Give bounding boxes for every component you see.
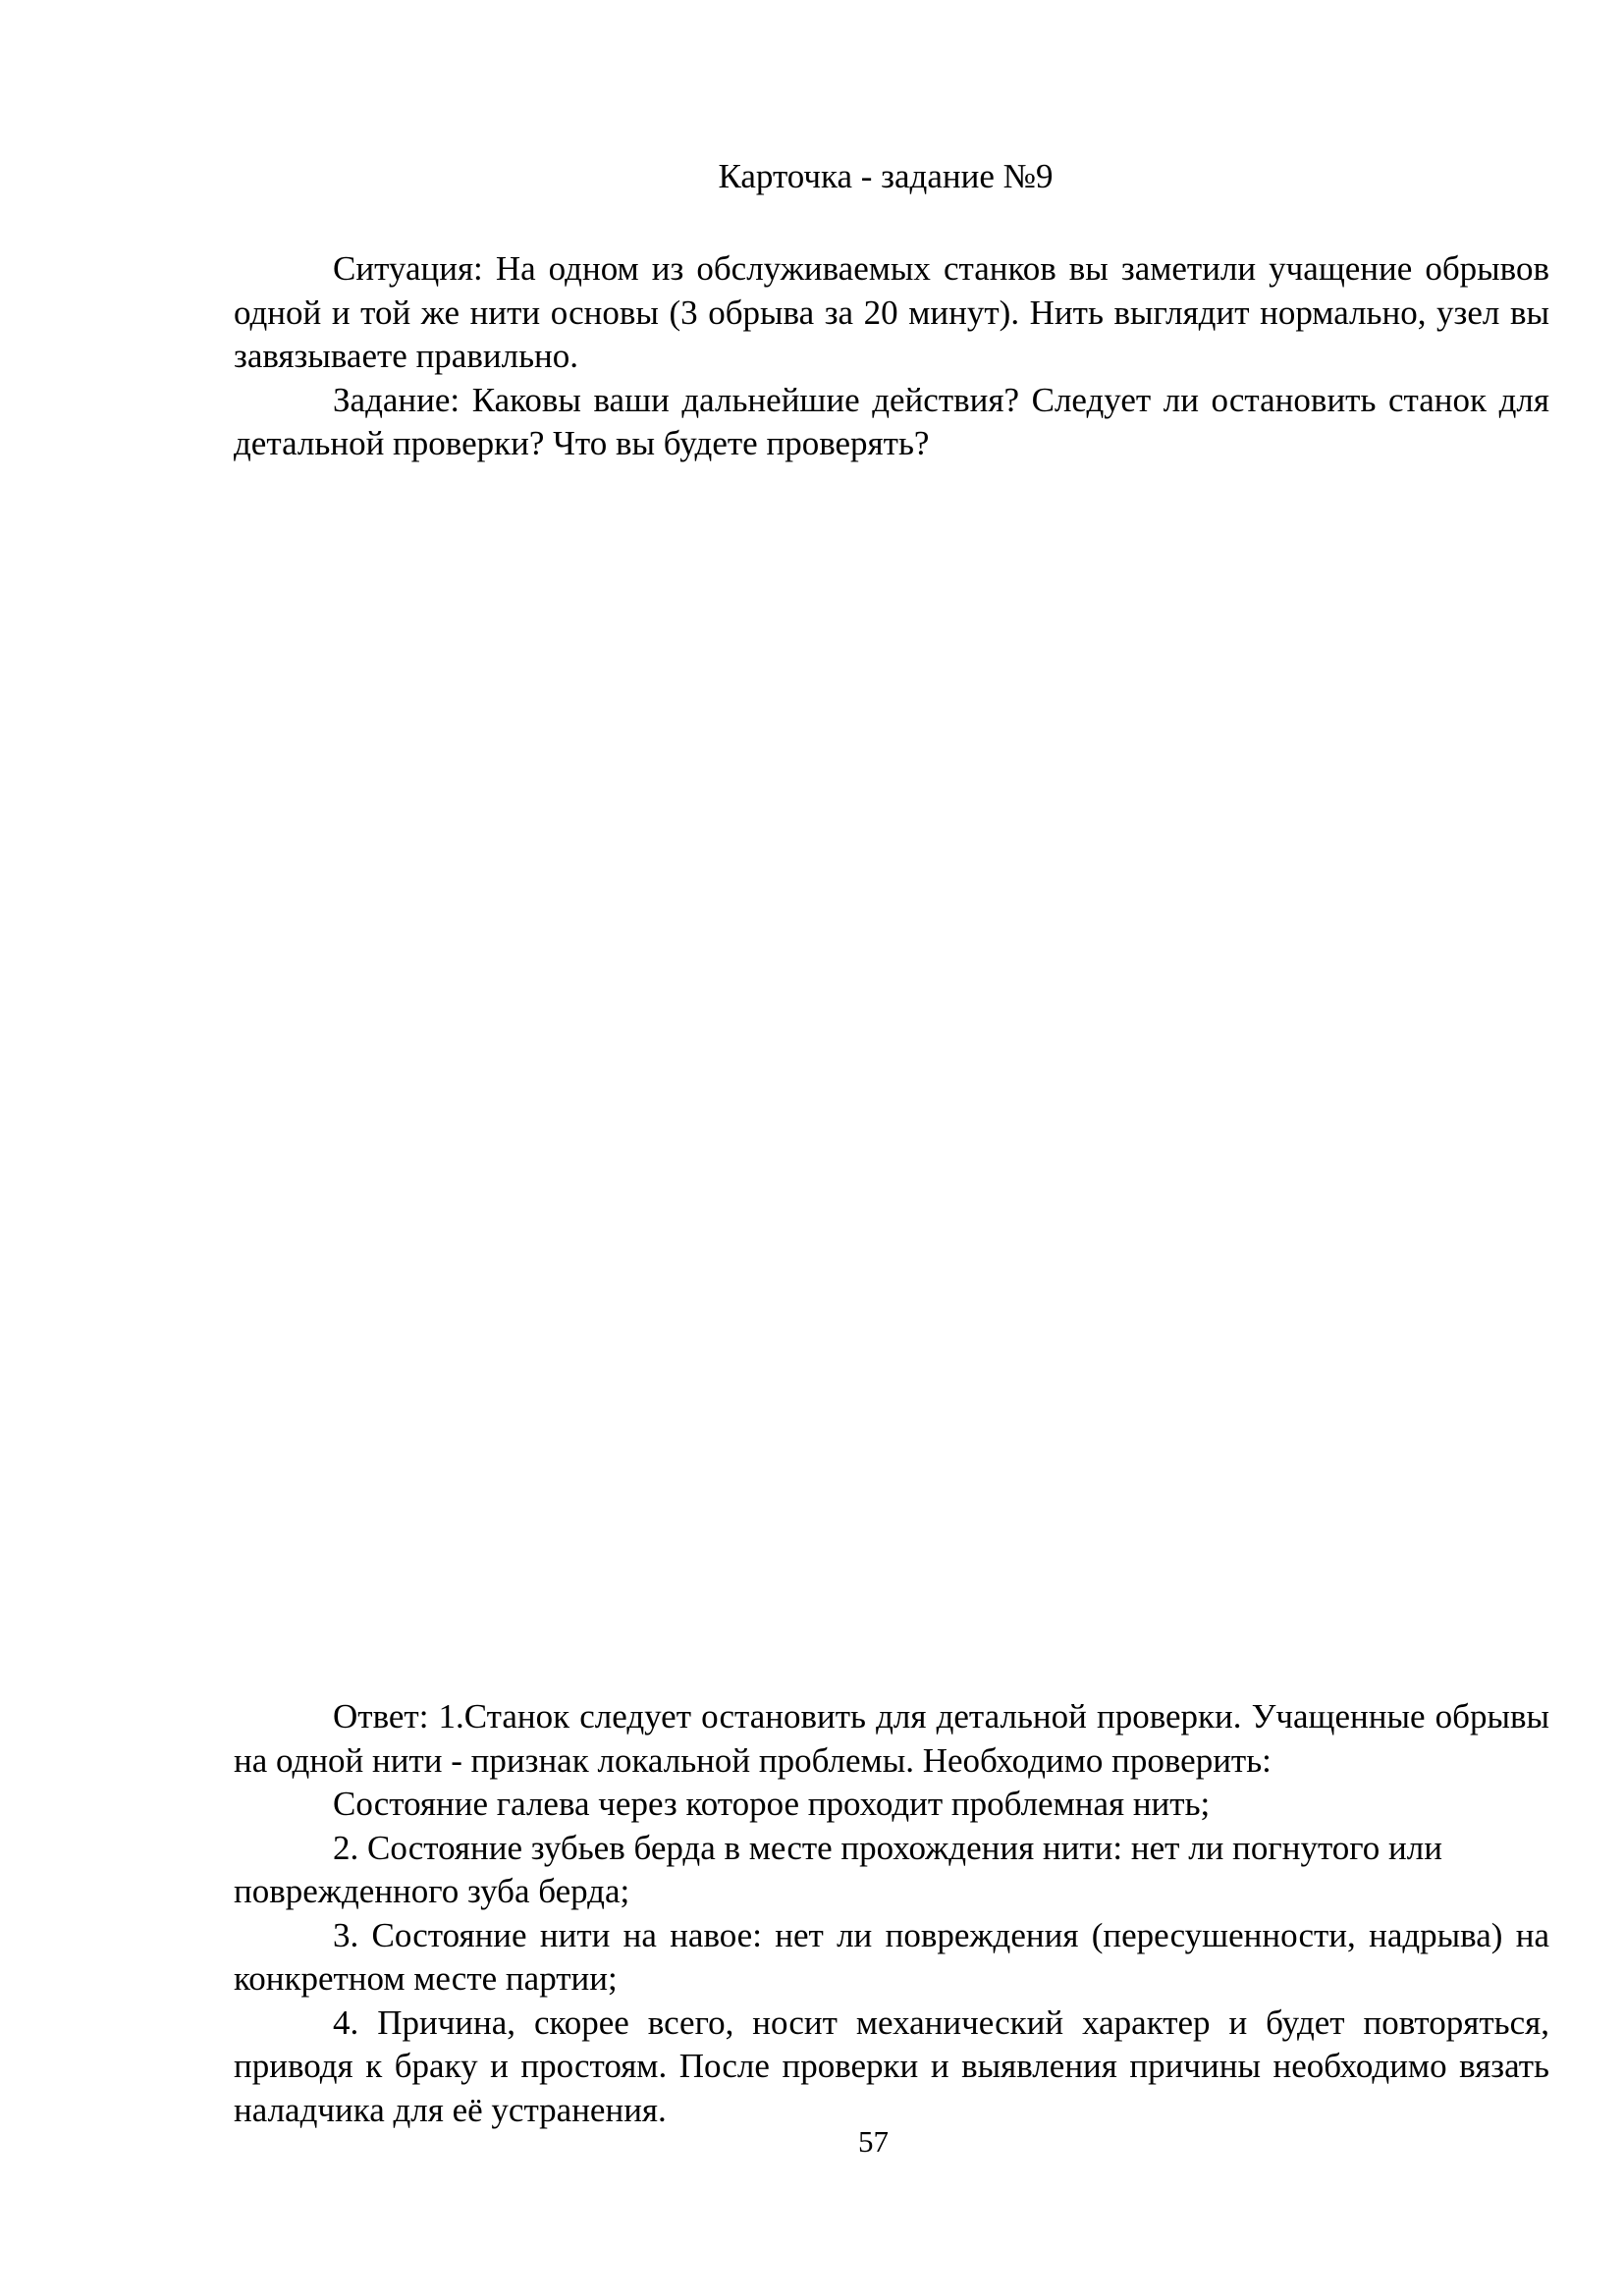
answer-item-3: 3. Состояние нити на навое: нет ли повреждения (пересушенности, надрыва) на конкретном месте партии; [234,1915,1549,1998]
task-paragraph: Задание: Каковы ваши дальнейшие действия? Следует ли остановить станок для детальной проверки? Что вы будете проверять? [234,380,1549,462]
card-title: Карточка - задание №9 [718,157,1054,195]
answer-item-2: 2. Состояние зубьев берда в месте прохождения нити: нет ли погнутого или поврежденного зуба берда; [234,1828,1442,1910]
page-number: 57 [858,2124,889,2159]
answer-item-heddle: Состояние галева через которое проходит проблемная нить; [333,1785,1211,1823]
situation-block [234,247,1549,466]
situation-paragraph: Ситуация: На одном из обслуживаемых станков вы заметили учащение обрывов одной и той же нити основы (3 обрыва за 20 минут). Нить выглядит нормально, узел вы завязываете правильно. [234,249,1549,375]
answer-block [234,1695,1549,2132]
answer-item-4: 4. Причина, скорее всего, носит механический характер и будет повторяться, приводя к браку и простоям. После проверки и выявления причины необходимо вязать наладчика для её устранения. [234,2002,1549,2129]
answer-paragraph: Ответ: 1.Станок следует остановить для детальной проверки. Учащенные обрывы на одной нити - признак локальной проблемы. Необходимо проверить: [234,1697,1549,1780]
